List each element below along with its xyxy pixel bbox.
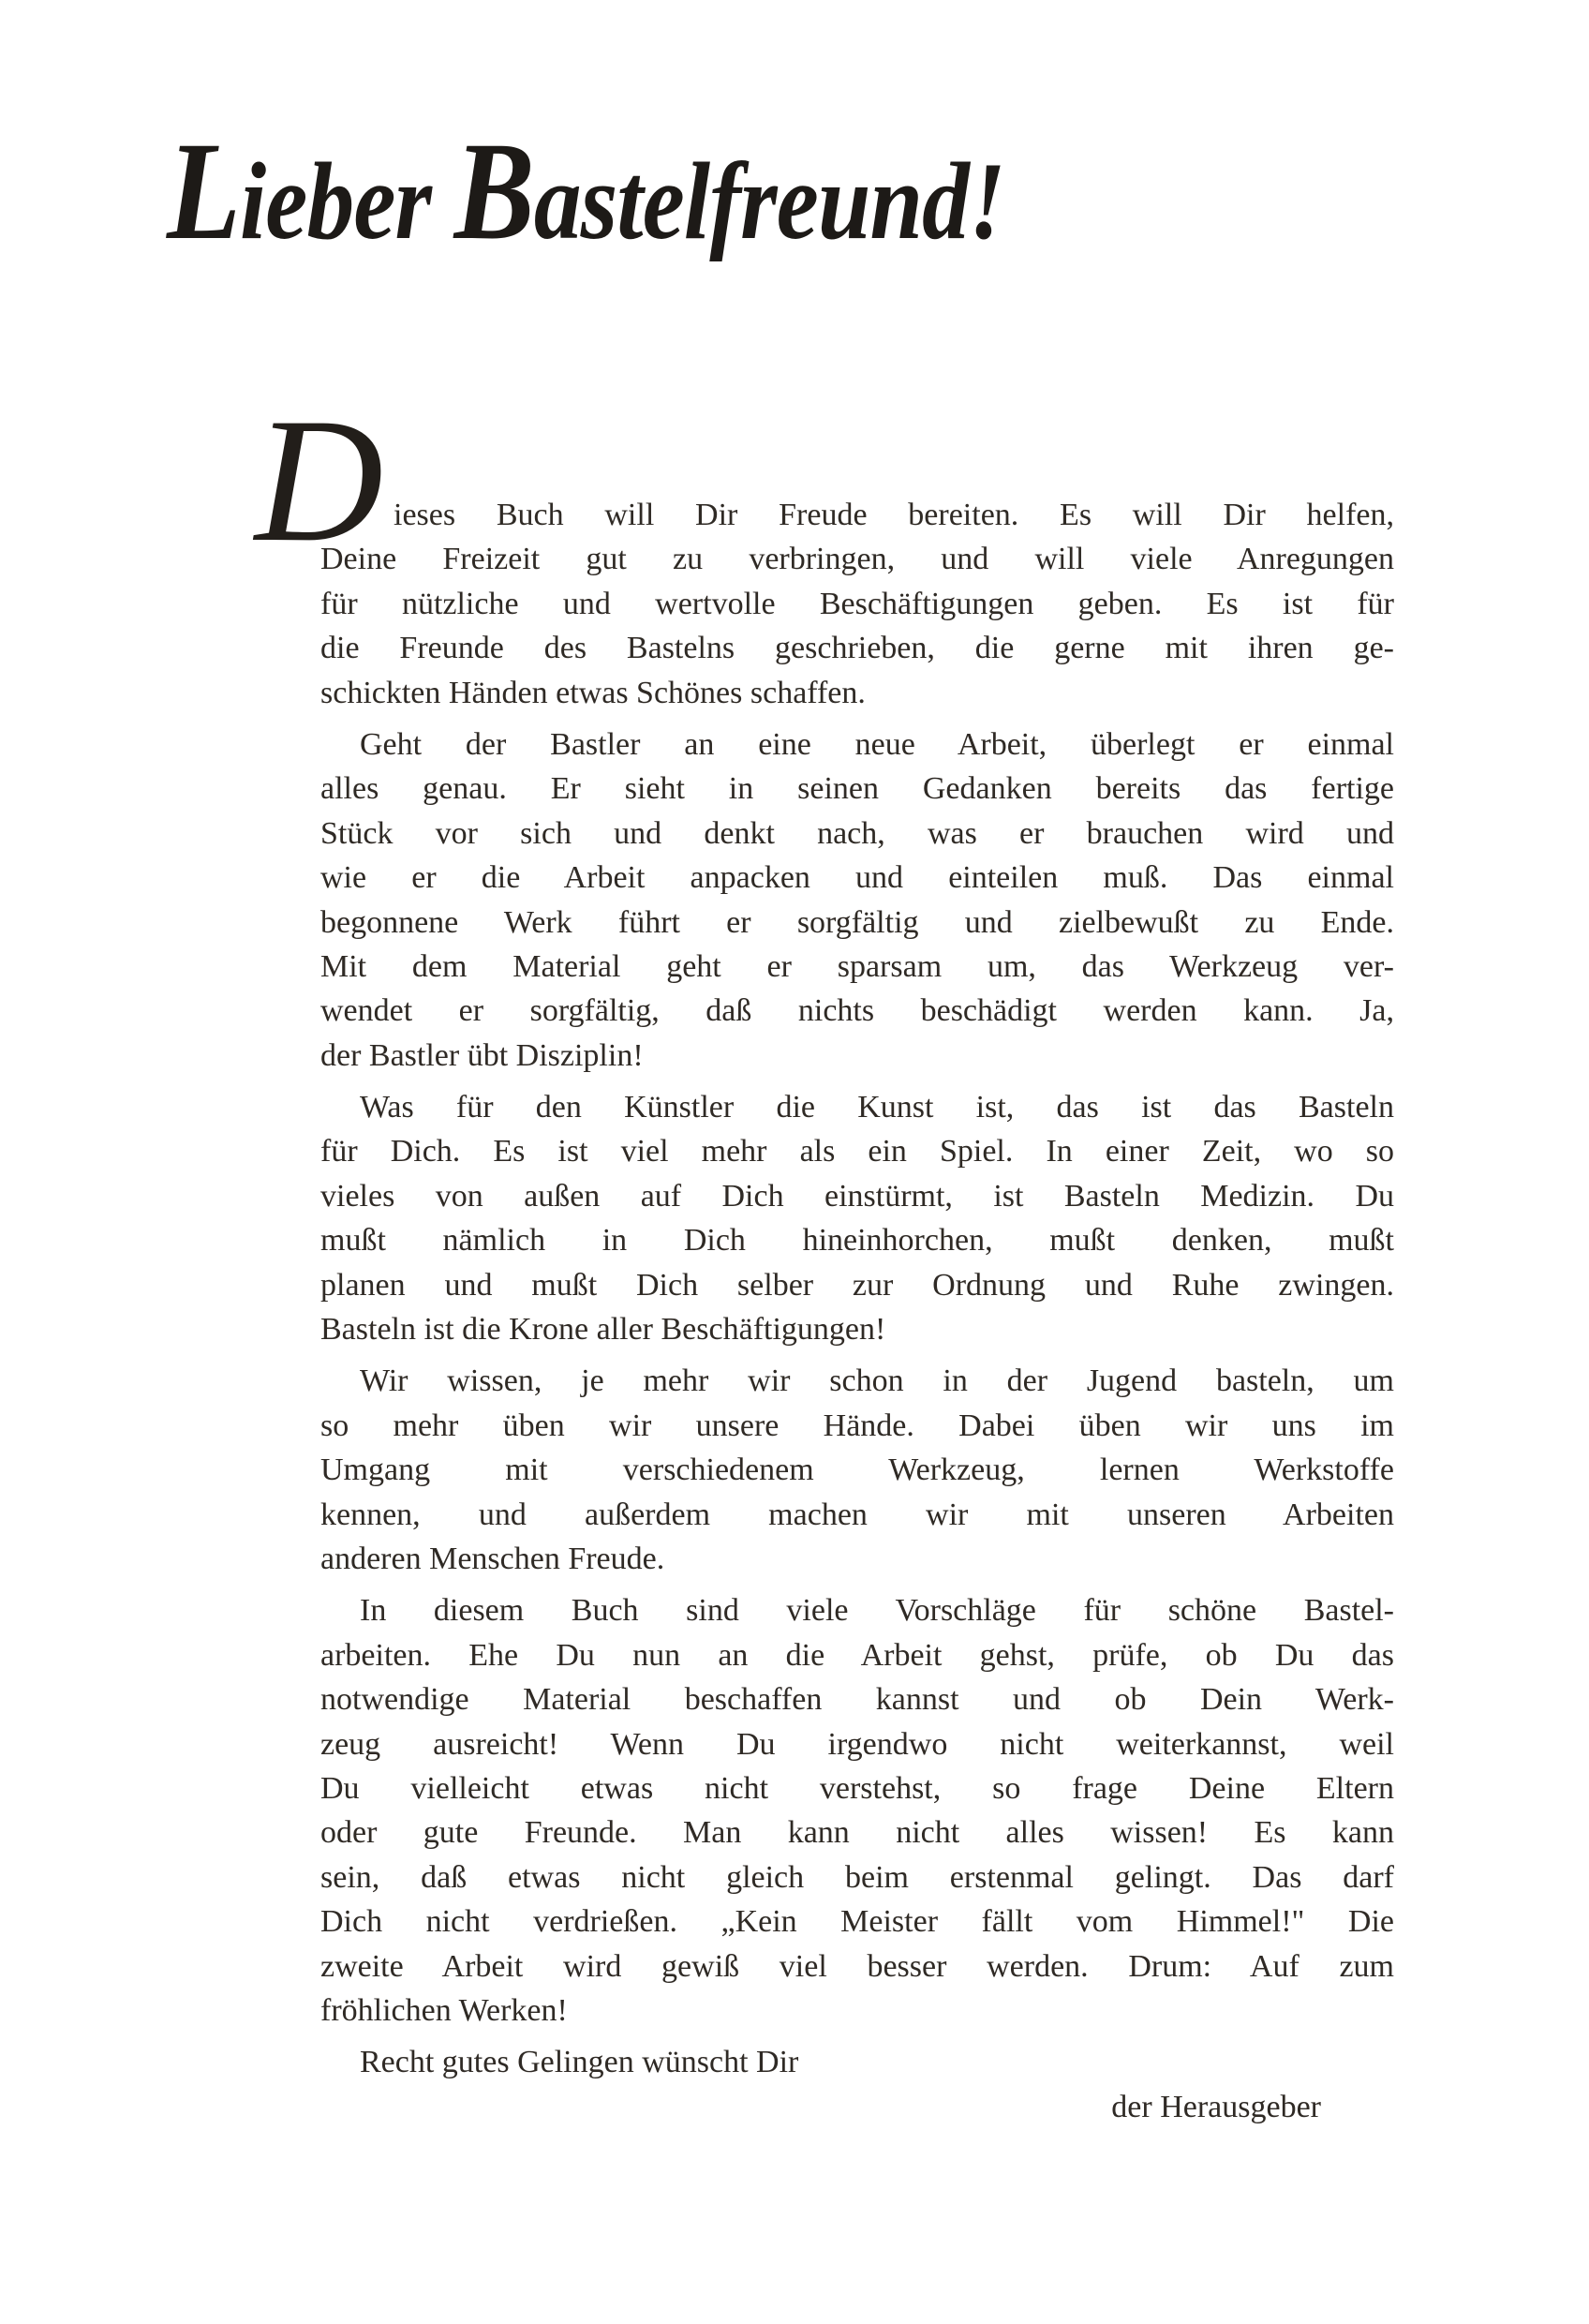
text-line: fröhlichen Werken! — [320, 1992, 568, 2028]
text-line: die Freunde des Bastelns geschrieben, die gerne mit ihren ge- — [320, 631, 1394, 666]
text-line: Deine Freizeit gut zu verbringen, und will viele Anregungen — [320, 542, 1394, 577]
text-line: sein, daß etwas nicht gleich beim erstenmal gelingt. Das darf — [320, 1859, 1394, 1895]
text-line: begonnene Werk führt er sorgfältig und zielbewußt zu Ende. — [320, 904, 1394, 940]
title-initial-l: L — [167, 113, 240, 269]
text-line: so mehr üben wir unsere Hände. Dabei üben wir uns im — [320, 1408, 1394, 1443]
text-line: planen und mußt Dich selber zur Ordnung und Ruhe zwingen. — [320, 1267, 1394, 1303]
text-line: notwendige Material beschaffen kannst und ob Dein Werk- — [320, 1682, 1394, 1718]
text-line: Du vielleicht etwas nicht verstehst, so frage Deine Eltern — [320, 1770, 1394, 1806]
text-line: In diesem Buch sind viele Vorschläge für schöne Bastel- — [360, 1593, 1394, 1629]
title-initial-b: B — [453, 113, 534, 269]
title-word-1: ieber — [239, 140, 454, 262]
text-line: alles genau. Er sieht in seinen Gedanken bereits das fertige — [320, 771, 1394, 807]
signature: der Herausgeber — [1111, 2089, 1321, 2124]
text-line: kennen, und außerdem machen wir mit unseren Arbeiten — [320, 1497, 1394, 1532]
paragraph — [320, 1085, 1394, 1351]
text-line: Was für den Künstler die Kunst ist, das ist das Basteln — [360, 1090, 1394, 1125]
text-line: wendet er sorgfältig, daß nichts beschädigt werden kann. Ja, — [320, 993, 1394, 1029]
text-line: Basteln ist die Krone aller Beschäftigungen! — [320, 1312, 886, 1348]
body-text — [320, 493, 1394, 2129]
text-line: wie er die Arbeit anpacken und einteilen muß. Das einmal — [320, 860, 1394, 896]
text-line: mußt nämlich in Dich hineinhorchen, mußt denken, mußt — [320, 1223, 1394, 1259]
text-line: oder gute Freunde. Man kann nicht alles wissen! Es kann — [320, 1815, 1394, 1851]
text-line: anderen Menschen Freude. — [320, 1541, 665, 1576]
text-line: für nützliche und wertvolle Beschäftigungen geben. Es ist für — [320, 586, 1394, 621]
paragraph — [320, 493, 1394, 715]
text-line: Mit dem Material geht er sparsam um, das Werkzeug ver- — [320, 948, 1394, 984]
text-line: Geht der Bastler an eine neue Arbeit, überlegt er einmal — [360, 726, 1394, 762]
text-line: vieles von außen auf Dich einstürmt, ist Basteln Medizin. Du — [320, 1178, 1394, 1214]
page-title — [167, 111, 1005, 272]
drop-cap: D — [255, 382, 384, 579]
text-line: Dich nicht verdrießen. „Kein Meister fällt vom Himmel!" Die — [320, 1904, 1394, 1940]
text-line: ieses Buch will Dir Freude bereiten. Es will Dir helfen, — [394, 498, 1394, 532]
text-line: der Bastler übt Disziplin! — [320, 1037, 644, 1073]
paragraphs — [320, 493, 1394, 2033]
title-word-2: astelfreund! — [533, 140, 1005, 262]
paragraph — [320, 1359, 1394, 1581]
text-line: Wir wissen, je mehr wir schon in der Jugend basteln, um — [360, 1363, 1394, 1399]
text-line: für Dich. Es ist viel mehr als ein Spiel. In einer Zeit, wo so — [320, 1134, 1394, 1169]
text-line: Umgang mit verschiedenem Werkzeug, lernen Werkstoffe — [320, 1452, 1394, 1488]
text-line: Stück vor sich und denkt nach, was er brauchen wird und — [320, 815, 1394, 851]
text-line: zweite Arbeit wird gewiß viel besser werden. Drum: Auf zum — [320, 1948, 1394, 1984]
paragraph — [320, 1588, 1394, 2033]
text-line: arbeiten. Ehe Du nun an die Arbeit gehst, prüfe, ob Du das — [320, 1637, 1394, 1673]
text-line: schickten Händen etwas Schönes schaffen. — [320, 675, 866, 710]
closing-line: Recht gutes Gelingen wünscht Dir — [360, 2045, 799, 2080]
paragraph — [320, 723, 1394, 1078]
text-line: zeug ausreicht! Wenn Du irgendwo nicht weiterkannst, weil — [320, 1726, 1394, 1762]
